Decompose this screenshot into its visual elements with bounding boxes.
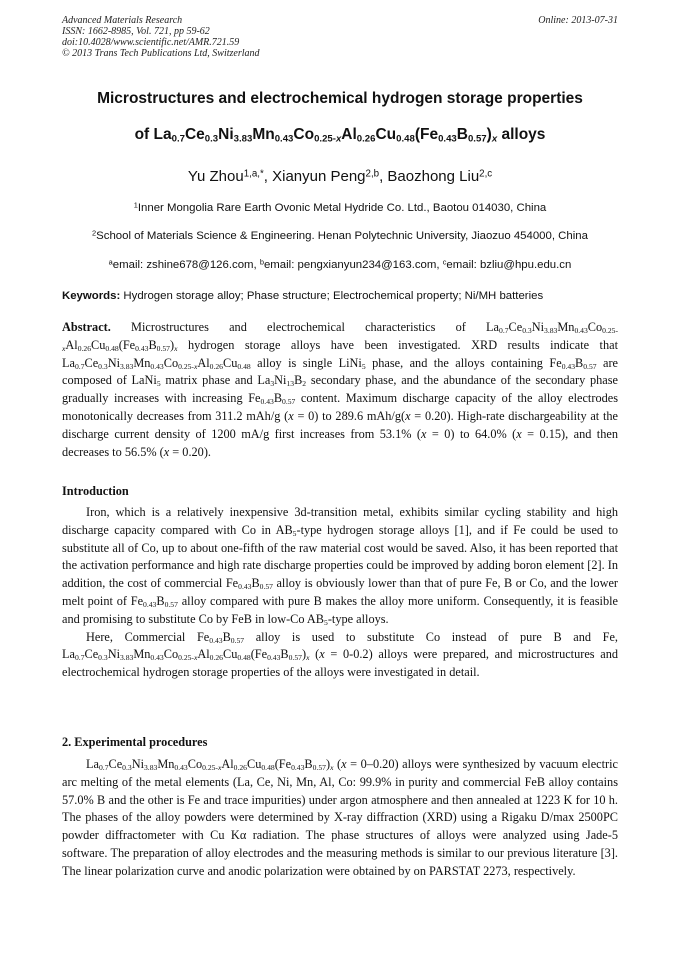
journal-name: Advanced Materials Research xyxy=(62,15,183,26)
author-emails: $^a$email: zshine678@126.com, $^b$email: pengxianyun234@163.com, $^c$email: bzliu@hpu.edu.cn xyxy=(108,257,572,271)
abstract: Abstract. Microstructures and electrochemical characteristics of $La_{0.7}Ce_{0.3}Ni_{3.83}Mn_{0.43}Co_{0.25-x}Al_{0.26}Cu_{0.48}(Fe_{0.43}B_{0.57})_x$ hydrogen storage alloys have been investigated. XRD results indicate that $La_{0.7}Ce_{0.3}Ni_{3.83}Mn_{0.43}Co_{0.25-x}Al_{0.26}Cu_{0.48}$ alloy is single LiNi$_5$ phase, and the alloys containing $Fe_{0.43}B_{0.57}$ are composed of LaNi$_5$ matrix phase and $La_3Ni_{13}B_2$ secondary phase, and the abundance of the secondary phase gradually increases with increasing $Fe_{0.43}B_{0.57}$ content. Maximum discharge capacity of the alloy electrodes monotonically decreases from 311.2 mAh/g (x = 0) to 289.6 mAh/g(x = 0.20). High-rate dischargeability at the discharge current density of 1200 mA/g first increases from 53.1% (x = 0) to 64.0% (x = 0.15), and then decreases to 56.5% (x = 0.20). xyxy=(62,320,619,459)
alpha-symbol: α xyxy=(239,828,247,843)
doi: doi:10.4028/www.scientific.net/AMR.721.59 xyxy=(62,37,240,48)
author-3: Baozhong Liu$^{2,c}$ xyxy=(387,168,493,185)
keywords-label: Keywords: xyxy=(62,290,121,302)
keywords-text: Hydrogen storage alloy; Phase structure; Electrochemical property; Ni/MH batteries xyxy=(120,290,544,302)
section-heading-experimental: 2. Experimental procedures xyxy=(62,735,208,749)
abstract-label: Abstract. xyxy=(62,320,111,334)
affiliation-1: $^1$Inner Mongolia Rare Earth Ovonic Metal Hydride Co. Ltd., Baotou 014030, China xyxy=(133,200,547,214)
email-b: email: pengxianyun234@163.com, xyxy=(263,259,443,271)
issn: ISSN: 1662-8985, Vol. 721, pp 59-62 xyxy=(62,26,210,37)
intro-paragraph-1: Iron, which is a relatively inexpensive 3d-transition metal, exhibits similar cycling stability and high discharge capacity compared with Co in $AB_5$-type hydrogen storage alloys [1], and if Fe could be used to substitute all of Co, up to about one-fifth of the raw material cost would be saved. Also, it has been reported that the activation performance and high rate discharge properties could be improved by adding boron element [2]. In addition, the cost of commercial $Fe_{0.43}B_{0.57}$ alloy is obviously lower than that of pure Fe, B or Co, and the lower melt point of $Fe_{0.43}B_{0.57}$ alloy compared with pure B makes the alloy more uniform. Consequently, it is feasible and promising to substitute Co by FeB in low-Co $AB_5$-type alloys. xyxy=(62,505,619,627)
experimental-body xyxy=(62,756,618,881)
author-1: Yu Zhou$^{1,a,*}$ xyxy=(187,168,264,185)
title-formula: $La_{0.7}Ce_{0.3}Ni_{3.83}Mn_{0.43}Co_{0.25-x}Al_{0.26}Cu_{0.48}(Fe_{0.43}B_{0.57})_x$ xyxy=(153,126,498,145)
paper-title-line-1: Microstructures and electrochemical hydrogen storage properties xyxy=(97,90,583,107)
title-suffix: alloys xyxy=(497,126,546,143)
journal-header xyxy=(62,15,618,59)
online-date: Online: 2013-07-31 xyxy=(538,15,618,26)
copyright: © 2013 Trans Tech Publications Ltd, Switzerland xyxy=(62,48,260,59)
email-c: email: bzliu@hpu.edu.cn xyxy=(446,259,572,271)
author-2: Xianyun Peng$^{2,b}$ xyxy=(272,168,380,185)
intro-paragraph-2: Here, Commercial $Fe_{0.43}B_{0.57}$ alloy is used to substitute Co instead of pure B and Fe, $La_{0.7}Ce_{0.3}Ni_{3.83}Mn_{0.43}Co_{0.25-x}Al_{0.26}Cu_{0.48}(Fe_{0.43}B_{0.57})_x$ (x = 0-0.2) alloys were prepared, and microstructures and electrochemical hydrogen storage properties of the alloys were investigated in detail. xyxy=(62,629,618,680)
email-a: email: zshine678@126.com, xyxy=(112,259,260,271)
experimental-paragraph-1: $La_{0.7}Ce_{0.3}Ni_{3.83}Mn_{0.43}Co_{0.25-x}Al_{0.26}Cu_{0.48}(Fe_{0.43}B_{0.57})_x$ (x = 0–0.20) alloys were synthesized by vacuum electric arc melting of the metal elements (La, Ce, Ni, Mn, Al, Co: 99.9% in purity and commercial FeB alloy contains 57.0% B and the other is Fe and trace impurities) under argon atmosphere and then annealed at 1223 K for 10 h. The phases of the alloy powders were determined by X-ray diffraction (XRD) using a Rigaku D/max 2500PC powder diffractometer with Cu Kα radiation. The phase structures of alloys were analyzed using Jade-5 software. The preparation of alloy electrodes and the measuring methods is similar to our previous literature [3]. The linear polarization curve and anodic polarization were obtained by on PARSTAT 2273, respectively. xyxy=(62,757,619,878)
section-heading-introduction: Introduction xyxy=(62,484,129,498)
affiliation-2: $^2$School of Materials Science & Engineering. Henan Polytechnic University, Jiaozuo 454000, China xyxy=(92,228,588,242)
author-list: Yu Zhou$^{1,a,*}$, Xianyun Peng$^{2,b}$, Baozhong Liu$^{2,c}$ xyxy=(187,168,493,185)
title-prefix: of xyxy=(134,126,154,143)
keywords xyxy=(62,289,618,303)
paper-title-line-2 xyxy=(62,126,618,144)
introduction-body xyxy=(62,504,618,682)
